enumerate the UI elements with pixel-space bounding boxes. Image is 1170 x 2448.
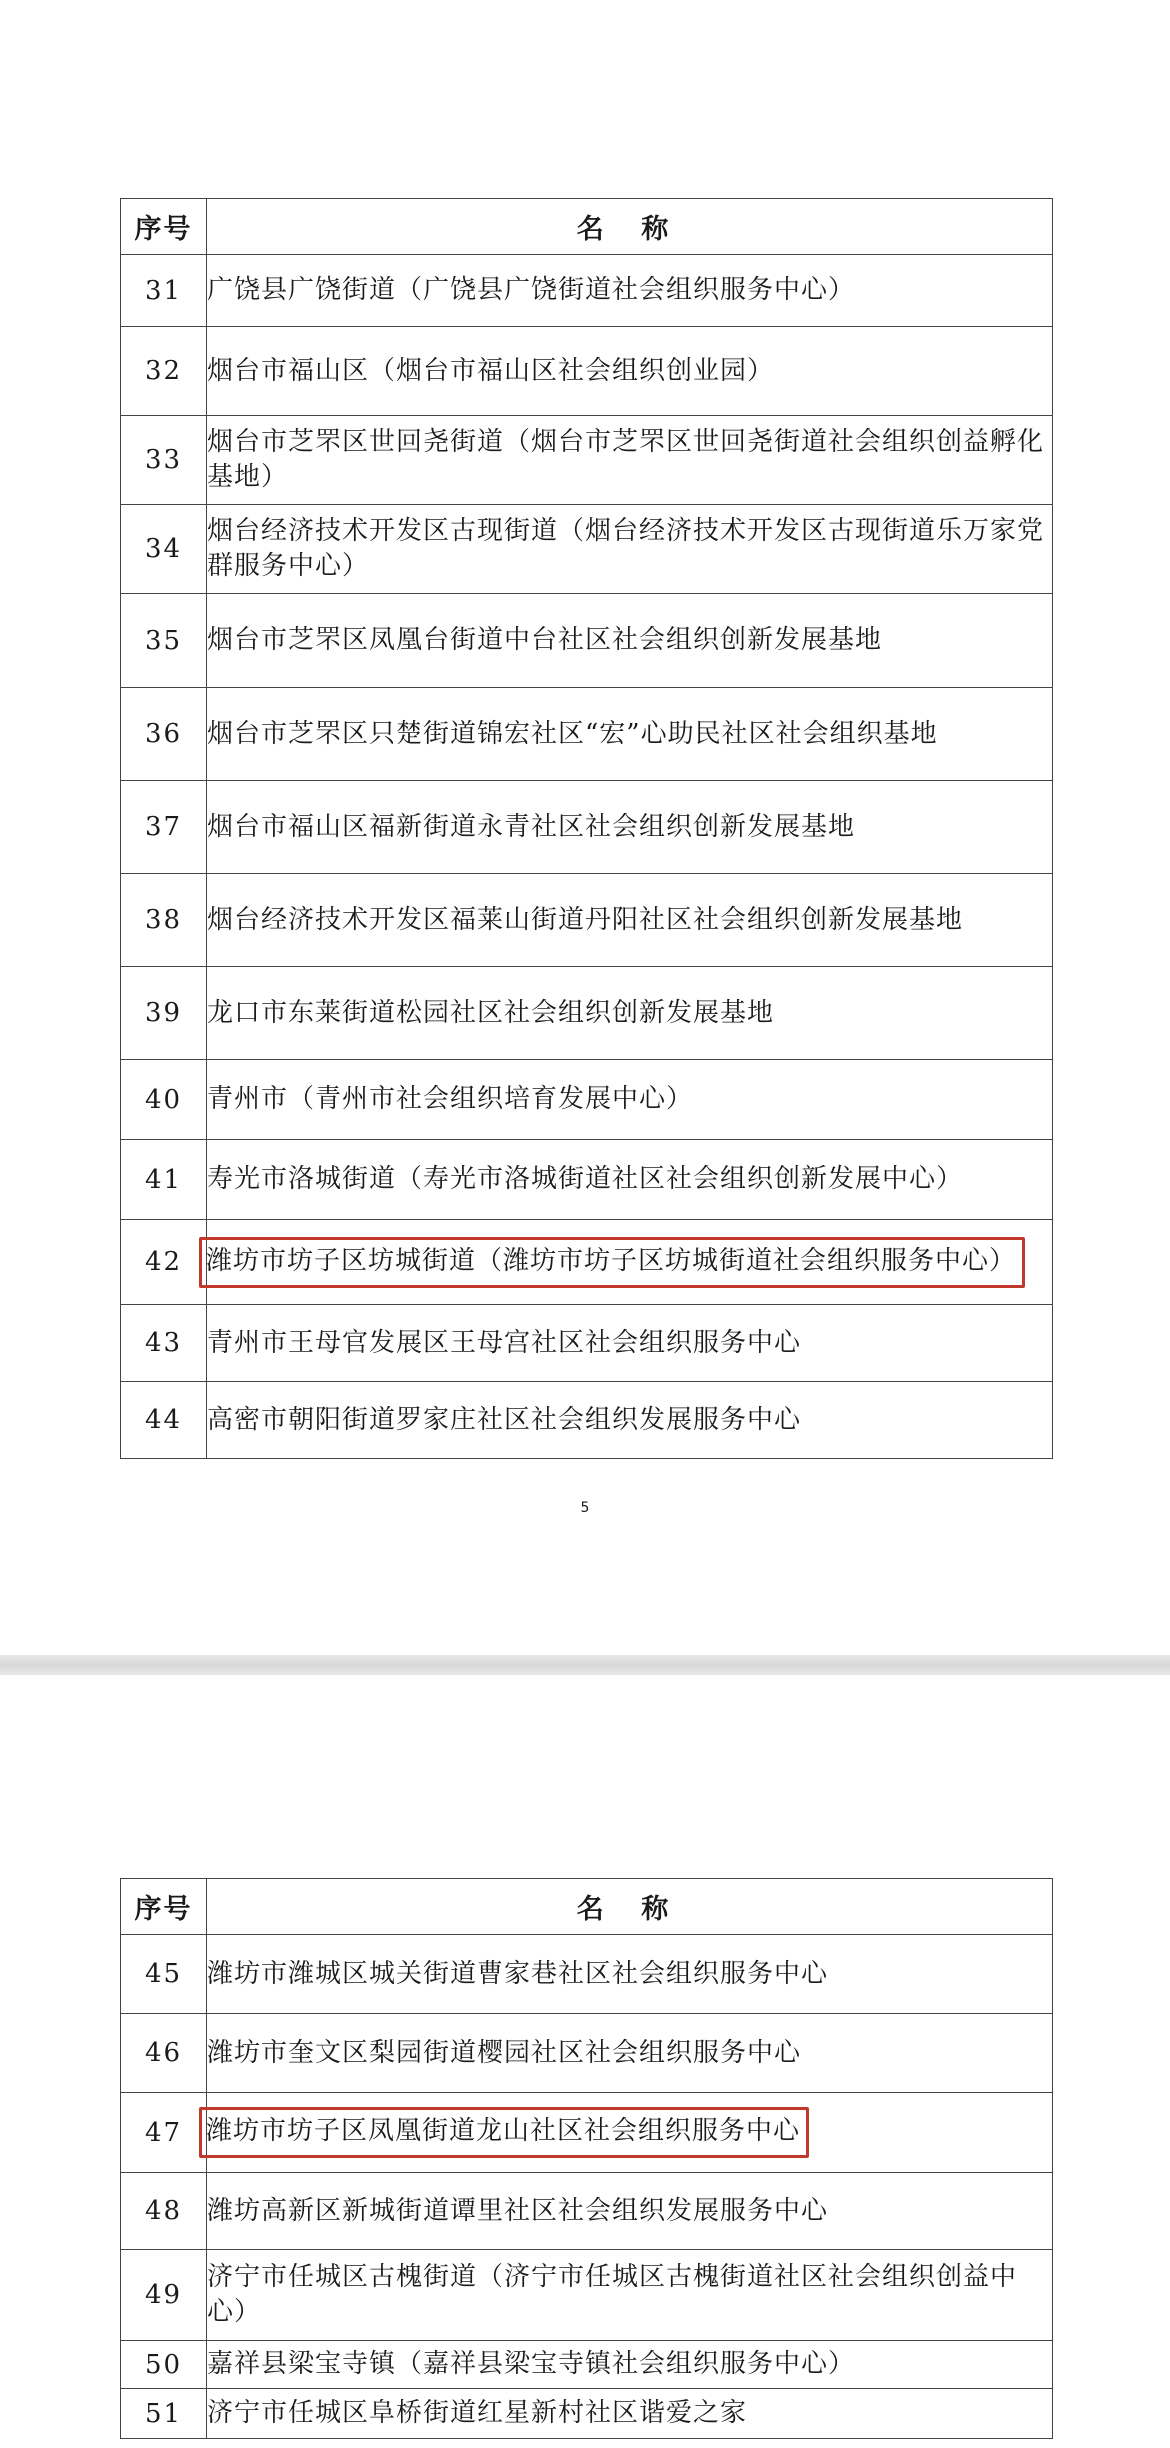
row-number: 32 (121, 327, 207, 416)
table-row (121, 1382, 1053, 1459)
header-name: 名 称 (207, 1879, 1053, 1935)
table-row-highlighted (121, 1220, 1053, 1305)
row-name: 烟台市芝罘区只楚街道锦宏社区“宏”心助民社区社会组织基地 (207, 688, 1053, 781)
row-number: 34 (121, 505, 207, 594)
row-number: 51 (121, 2389, 207, 2439)
table-row (121, 255, 1053, 327)
row-number: 50 (121, 2341, 207, 2389)
row-number: 43 (121, 1305, 207, 1382)
table-row (121, 2341, 1053, 2389)
table-row (121, 1935, 1053, 2014)
table-row (121, 781, 1053, 874)
table-row (121, 2250, 1053, 2341)
row-name (207, 2093, 1053, 2173)
highlight-box (199, 1237, 1025, 1288)
table-row (121, 1140, 1053, 1220)
table-row (121, 874, 1053, 967)
row-name: 烟台市福山区（烟台市福山区社会组织创业园） (207, 327, 1053, 416)
highlight-box (199, 2107, 809, 2158)
header-serial-number: 序号 (121, 199, 207, 255)
row-name: 烟台市福山区福新街道永青社区社会组织创新发展基地 (207, 781, 1053, 874)
row-number: 46 (121, 2014, 207, 2093)
row-number: 37 (121, 781, 207, 874)
row-number: 38 (121, 874, 207, 967)
table-row (121, 327, 1053, 416)
row-name: 龙口市东莱街道松园社区社会组织创新发展基地 (207, 967, 1053, 1060)
row-number: 36 (121, 688, 207, 781)
row-number: 33 (121, 416, 207, 505)
row-number: 41 (121, 1140, 207, 1220)
table-row (121, 505, 1053, 594)
row-name: 潍坊市潍城区城关街道曹家巷社区社会组织服务中心 (207, 1935, 1053, 2014)
row-number: 40 (121, 1060, 207, 1140)
table-row (121, 2173, 1053, 2250)
highlighted-name: 潍坊市坊子区凤凰街道龙山社区社会组织服务中心 (206, 2116, 801, 2146)
table-row (121, 688, 1053, 781)
organization-table-page-6 (120, 1878, 1053, 2439)
row-name: 烟台经济技术开发区古现街道（烟台经济技术开发区古现街道乐万家党群服务中心） (207, 505, 1053, 594)
row-name: 济宁市任城区阜桥街道红星新村社区谐爱之家 (207, 2389, 1053, 2439)
organization-table-page-5 (120, 198, 1053, 1459)
row-name: 潍坊市奎文区梨园街道樱园社区社会组织服务中心 (207, 2014, 1053, 2093)
row-number: 39 (121, 967, 207, 1060)
row-name: 寿光市洛城街道（寿光市洛城街道社区社会组织创新发展中心） (207, 1140, 1053, 1220)
page-number: 5 (580, 1500, 590, 1516)
table-header-row (121, 199, 1053, 255)
table-header-row (121, 1879, 1053, 1935)
row-name: 烟台市芝罘区世回尧街道（烟台市芝罘区世回尧街道社会组织创益孵化基地） (207, 416, 1053, 505)
page-separator (0, 1655, 1170, 1675)
row-name (207, 1220, 1053, 1305)
row-name: 广饶县广饶街道（广饶县广饶街道社会组织服务中心） (207, 255, 1053, 327)
table-row (121, 594, 1053, 688)
table-row-highlighted (121, 2093, 1053, 2173)
row-number: 42 (121, 1220, 207, 1305)
row-name: 烟台市芝罘区凤凰台街道中台社区社会组织创新发展基地 (207, 594, 1053, 688)
table-row (121, 416, 1053, 505)
row-number: 49 (121, 2250, 207, 2341)
highlighted-name: 潍坊市坊子区坊城街道（潍坊市坊子区坊城街道社会组织服务中心） (206, 1245, 1017, 1276)
row-number: 35 (121, 594, 207, 688)
table-row (121, 2389, 1053, 2439)
row-name: 济宁市任城区古槐街道（济宁市任城区古槐街道社区社会组织创益中心） (207, 2250, 1053, 2341)
row-name: 烟台经济技术开发区福莱山街道丹阳社区社会组织创新发展基地 (207, 874, 1053, 967)
table-row (121, 1060, 1053, 1140)
row-name: 高密市朝阳街道罗家庄社区社会组织发展服务中心 (207, 1382, 1053, 1459)
row-name: 嘉祥县梁宝寺镇（嘉祥县梁宝寺镇社会组织服务中心） (207, 2341, 1053, 2389)
row-name: 潍坊高新区新城街道谭里社区社会组织发展服务中心 (207, 2173, 1053, 2250)
table-row (121, 967, 1053, 1060)
table-row (121, 1305, 1053, 1382)
header-name: 名 称 (207, 199, 1053, 255)
row-number: 47 (121, 2093, 207, 2173)
row-number: 45 (121, 1935, 207, 2014)
document-page-6 (0, 1675, 1170, 2448)
header-serial-number: 序号 (121, 1879, 207, 1935)
row-number: 44 (121, 1382, 207, 1459)
row-number: 48 (121, 2173, 207, 2250)
row-name: 青州市（青州市社会组织培育发展中心） (207, 1060, 1053, 1140)
row-name: 青州市王母官发展区王母宫社区社会组织服务中心 (207, 1305, 1053, 1382)
row-number: 31 (121, 255, 207, 327)
table-row (121, 2014, 1053, 2093)
